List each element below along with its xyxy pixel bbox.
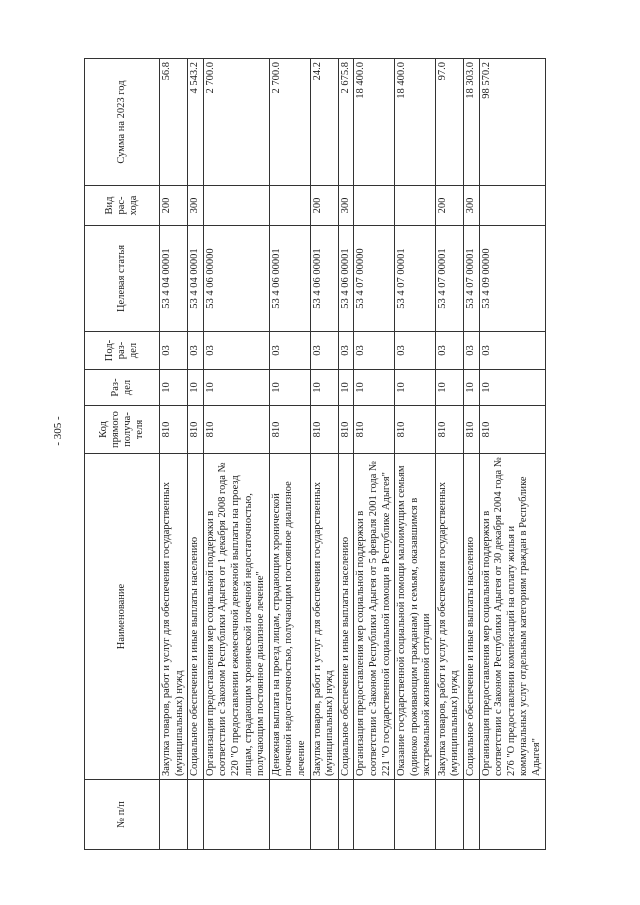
cell-vid: 200 <box>160 186 188 226</box>
cell-sum: 2 700.0 <box>269 59 310 186</box>
cell-target: 53 4 07 00001 <box>464 226 480 332</box>
header-num: № п/п <box>85 780 160 850</box>
cell-sum: 56.8 <box>160 59 188 186</box>
cell-name: Закупка товаров, работ и услуг для обеспечения государственных (муниципальных) нужд <box>310 454 338 780</box>
table-row <box>395 59 436 850</box>
budget-table <box>84 58 546 850</box>
cell-sum: 24.2 <box>310 59 338 186</box>
cell-vid: 200 <box>310 186 338 226</box>
cell-target: 53 4 06 00001 <box>269 226 310 332</box>
cell-target: 53 4 09 00000 <box>479 226 545 332</box>
cell-podrazdel: 03 <box>395 332 436 370</box>
header-name: Наименование <box>85 454 160 780</box>
cell-num <box>203 780 269 850</box>
cell-code: 810 <box>188 406 204 454</box>
header-target: Целевая статья <box>85 226 160 332</box>
cell-vid: 300 <box>338 186 354 226</box>
cell-num <box>479 780 545 850</box>
cell-code: 810 <box>464 406 480 454</box>
cell-podrazdel: 03 <box>269 332 310 370</box>
table-row <box>160 59 188 850</box>
cell-sum: 97.0 <box>435 59 463 186</box>
cell-target: 53 4 07 00001 <box>395 226 436 332</box>
cell-name: Денежная выплата на проезд лицам, страдающим хронической почечной недостаточностью, получающим постоянное диализное лечение <box>269 454 310 780</box>
cell-sum: 18 400.0 <box>354 59 395 186</box>
cell-razdel: 10 <box>338 370 354 406</box>
cell-name: Социальное обеспечение и иные выплаты населению <box>464 454 480 780</box>
cell-name: Организация предоставления мер социальной поддержки в соответствии с Законом Республики Адыгея от 1 декабря 2008 года № 220 "О предоставлении ежемесячной денежной выплаты на проезд лицам, страдающим хронической почечной недостаточностью, получающим постоянное диализное лечение" <box>203 454 269 780</box>
cell-sum: 4 543.2 <box>188 59 204 186</box>
cell-code: 810 <box>269 406 310 454</box>
cell-target: 53 4 06 00001 <box>338 226 354 332</box>
cell-vid <box>269 186 310 226</box>
cell-code: 810 <box>160 406 188 454</box>
cell-target: 53 4 06 00000 <box>203 226 269 332</box>
cell-podrazdel: 03 <box>160 332 188 370</box>
cell-num <box>395 780 436 850</box>
cell-code: 810 <box>354 406 395 454</box>
cell-num <box>269 780 310 850</box>
table-row <box>354 59 395 850</box>
cell-razdel: 10 <box>435 370 463 406</box>
cell-razdel: 10 <box>269 370 310 406</box>
cell-podrazdel: 03 <box>203 332 269 370</box>
header-vid: Вид рас-хода <box>85 186 160 226</box>
table-header-row <box>85 59 160 850</box>
cell-name: Организация предоставления мер социальной поддержки в соответствии с Законом Республики Адыгея от 5 февраля 2001 года № 221 "О государственной социальной помощи в Республике Адыгея" <box>354 454 395 780</box>
cell-podrazdel: 03 <box>435 332 463 370</box>
table-row <box>479 59 545 850</box>
cell-podrazdel: 03 <box>310 332 338 370</box>
cell-razdel: 10 <box>188 370 204 406</box>
cell-razdel: 10 <box>464 370 480 406</box>
cell-sum: 98 570.2 <box>479 59 545 186</box>
cell-code: 810 <box>435 406 463 454</box>
cell-vid: 300 <box>464 186 480 226</box>
cell-code: 810 <box>395 406 436 454</box>
table-row <box>310 59 338 850</box>
cell-code: 810 <box>338 406 354 454</box>
cell-name: Оказание государственной социальной помощи малоимущим семьям (одиноко проживающим гражданам) и семьям, оказавшимся в экстремальной жизненной ситуации <box>395 454 436 780</box>
cell-name: Закупка товаров, работ и услуг для обеспечения государственных (муниципальных) нужд <box>435 454 463 780</box>
cell-vid <box>479 186 545 226</box>
cell-podrazdel: 03 <box>188 332 204 370</box>
cell-target: 53 4 04 00001 <box>188 226 204 332</box>
cell-razdel: 10 <box>310 370 338 406</box>
cell-code: 810 <box>479 406 545 454</box>
cell-name: Закупка товаров, работ и услуг для обеспечения государственных (муниципальных) нужд <box>160 454 188 780</box>
cell-target: 53 4 06 00001 <box>310 226 338 332</box>
cell-vid <box>203 186 269 226</box>
cell-podrazdel: 03 <box>464 332 480 370</box>
cell-num <box>338 780 354 850</box>
header-code: Код прямого получа-теля <box>85 406 160 454</box>
cell-num <box>188 780 204 850</box>
cell-podrazdel: 03 <box>479 332 545 370</box>
document-sheet <box>84 59 581 850</box>
table-row <box>188 59 204 850</box>
cell-name: Социальное обеспечение и иные выплаты населению <box>338 454 354 780</box>
cell-name: Организация предоставления мер социальной поддержки в соответствии с Законом Республики Адыгея от 30 декабря 2004 года № 276 "О предоставлении компенсаций на оплату жилья и коммунальных услуг отдельным категориям граждан в Республике Адыгея" <box>479 454 545 780</box>
cell-razdel: 10 <box>203 370 269 406</box>
cell-podrazdel: 03 <box>354 332 395 370</box>
table-row <box>203 59 269 850</box>
cell-target: 53 4 07 00000 <box>354 226 395 332</box>
table-row <box>338 59 354 850</box>
cell-num <box>464 780 480 850</box>
cell-num <box>310 780 338 850</box>
cell-vid: 200 <box>435 186 463 226</box>
rotated-table-container <box>84 59 581 850</box>
cell-razdel: 10 <box>395 370 436 406</box>
cell-vid: 300 <box>188 186 204 226</box>
table-row <box>464 59 480 850</box>
cell-sum: 18 303.0 <box>464 59 480 186</box>
cell-razdel: 10 <box>479 370 545 406</box>
header-razdel: Раз-дел <box>85 370 160 406</box>
header-sum: Сумма на 2023 год <box>85 59 160 186</box>
cell-vid <box>395 186 436 226</box>
cell-vid <box>354 186 395 226</box>
cell-razdel: 10 <box>354 370 395 406</box>
table-row <box>269 59 310 850</box>
cell-sum: 2 675.8 <box>338 59 354 186</box>
page-number: - 305 - <box>52 416 64 446</box>
cell-target: 53 4 04 00001 <box>160 226 188 332</box>
cell-sum: 2 700.0 <box>203 59 269 186</box>
cell-code: 810 <box>203 406 269 454</box>
cell-sum: 18 400.0 <box>395 59 436 186</box>
cell-razdel: 10 <box>160 370 188 406</box>
table-row <box>435 59 463 850</box>
cell-podrazdel: 03 <box>338 332 354 370</box>
cell-name: Социальное обеспечение и иные выплаты населению <box>188 454 204 780</box>
header-podrazdel: Под-раз-дел <box>85 332 160 370</box>
cell-code: 810 <box>310 406 338 454</box>
cell-target: 53 4 07 00001 <box>435 226 463 332</box>
cell-num <box>354 780 395 850</box>
cell-num <box>160 780 188 850</box>
cell-num <box>435 780 463 850</box>
